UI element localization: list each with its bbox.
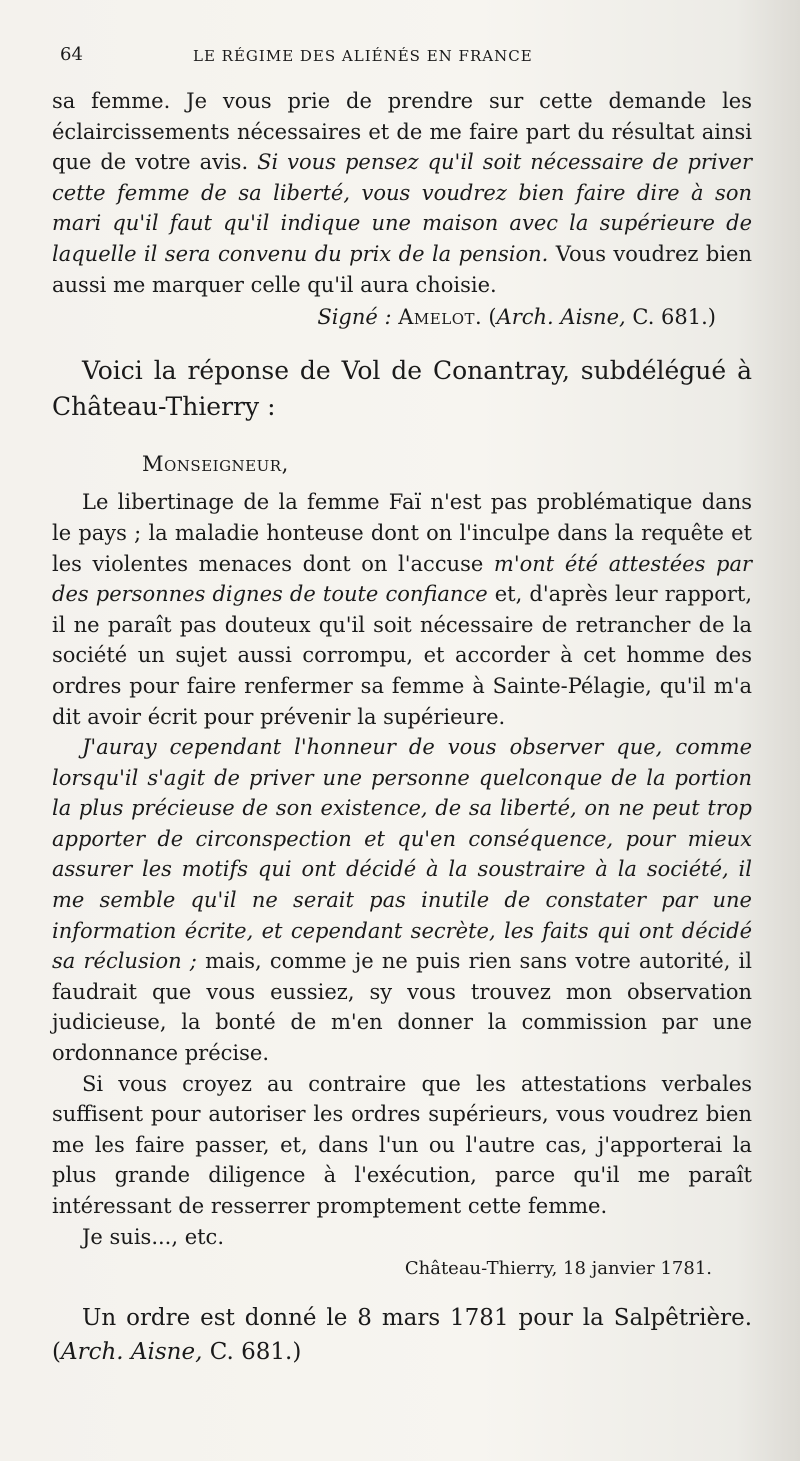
text-span: . (	[475, 305, 497, 330]
signature-name: Amelot	[398, 305, 476, 330]
running-title: LE RÉGIME DES ALIÉNÉS EN FRANCE	[193, 47, 533, 65]
letter-paragraph-1	[52, 487, 752, 732]
signature-line	[52, 302, 752, 333]
letter-paragraph-2	[52, 732, 752, 1069]
text-span: Un ordre est donné le 8 mars 1781 pour la Salpêtrière. (	[52, 1304, 752, 1365]
italic-span: Si vous pensez qu'il soit nécessaire de priver cette femme de sa liberté, vous voudrez bien faire dire à son mari qu'il faut qu'il indique une maison avec la supérieure de laquelle il sera convenu du prix de la pension.	[52, 150, 752, 266]
italic-span: J'auray cependant l'honneur de vous observer que, comme lorsqu'il s'agit de priver une personne quelconque de la portion la plus précieuse de son existence, de sa liberté, on ne peut trop apporter de circonspection et qu'en conséquence, pour mieux assurer les motifs qui ont décidé à la soustraire à la société, il me semble qu'il ne serait pas inutile de constater par une information écrite, et cependant secrète, les faits qui ont décidé sa réclusion ;	[52, 735, 752, 974]
paragraph-1	[52, 86, 752, 300]
intro-paragraph: Voici la réponse de Vol de Conantray, subdélégué à Château-Thierry :	[52, 355, 752, 421]
archive-ref: Arch. Aisne,	[60, 1338, 203, 1365]
text-span: C. 681.)	[202, 1338, 302, 1365]
letter-date: Château-Thierry, 18 janvier 1781.	[404, 1258, 712, 1280]
text-span: Le libertinage de la femme Faï n'est pas problématique dans le pays ; la maladie honteuse dont on l'inculpe dans la requête et les violentes menaces dont on l'accuse	[52, 490, 752, 576]
italic-span: m'ont été attestées par des personnes dignes de toute confiance	[52, 551, 752, 607]
text-span: et, d'après leur rapport, il ne paraît pas douteux qu'il soit nécessaire de retrancher de la société un sujet aussi corrompu, et accorder à cet homme des ordres pour faire renfermer sa femme à Sainte-Pélagie, qu'il m'a dit avoir écrit pour prévenir la supérieure.	[52, 582, 752, 729]
letter-closing: Je suis..., etc.	[82, 1224, 224, 1249]
text-span: Vous voudrez bien aussi me marquer celle qu'il aura choisie.	[52, 241, 752, 297]
page-body	[52, 86, 752, 1369]
salutation: Monseigneur,	[142, 451, 289, 476]
page-number: 64	[60, 44, 83, 65]
text-span: mais, comme je ne puis rien sans votre autorité, il faudrait que vous eussiez, sy vous trouvez mon observation judicieuse, la bonté de m'en donner la commission par une ordonnance précise.	[52, 949, 752, 1066]
letter-paragraph-3: Si vous croyez au contraire que les attestations verbales suffisent pour autoriser les ordres supérieurs, vous voudrez bien me les faire passer, et, dans l'un ou l'autre cas, j'apporterai la plus grande diligence à l'exécution, parce qu'il me paraît intéressant de resserrer promptement cette femme.	[52, 1071, 752, 1218]
archive-ref: Arch. Aisne,	[496, 305, 626, 330]
text-span: sa femme. Je vous prie de prendre sur cette demande les éclaircissements nécessaires et de me faire part du résultat ainsi que de votre avis.	[52, 89, 752, 175]
final-paragraph	[52, 1301, 752, 1369]
text-span: C. 681.)	[625, 305, 716, 330]
signature-label: Signé :	[317, 305, 399, 330]
